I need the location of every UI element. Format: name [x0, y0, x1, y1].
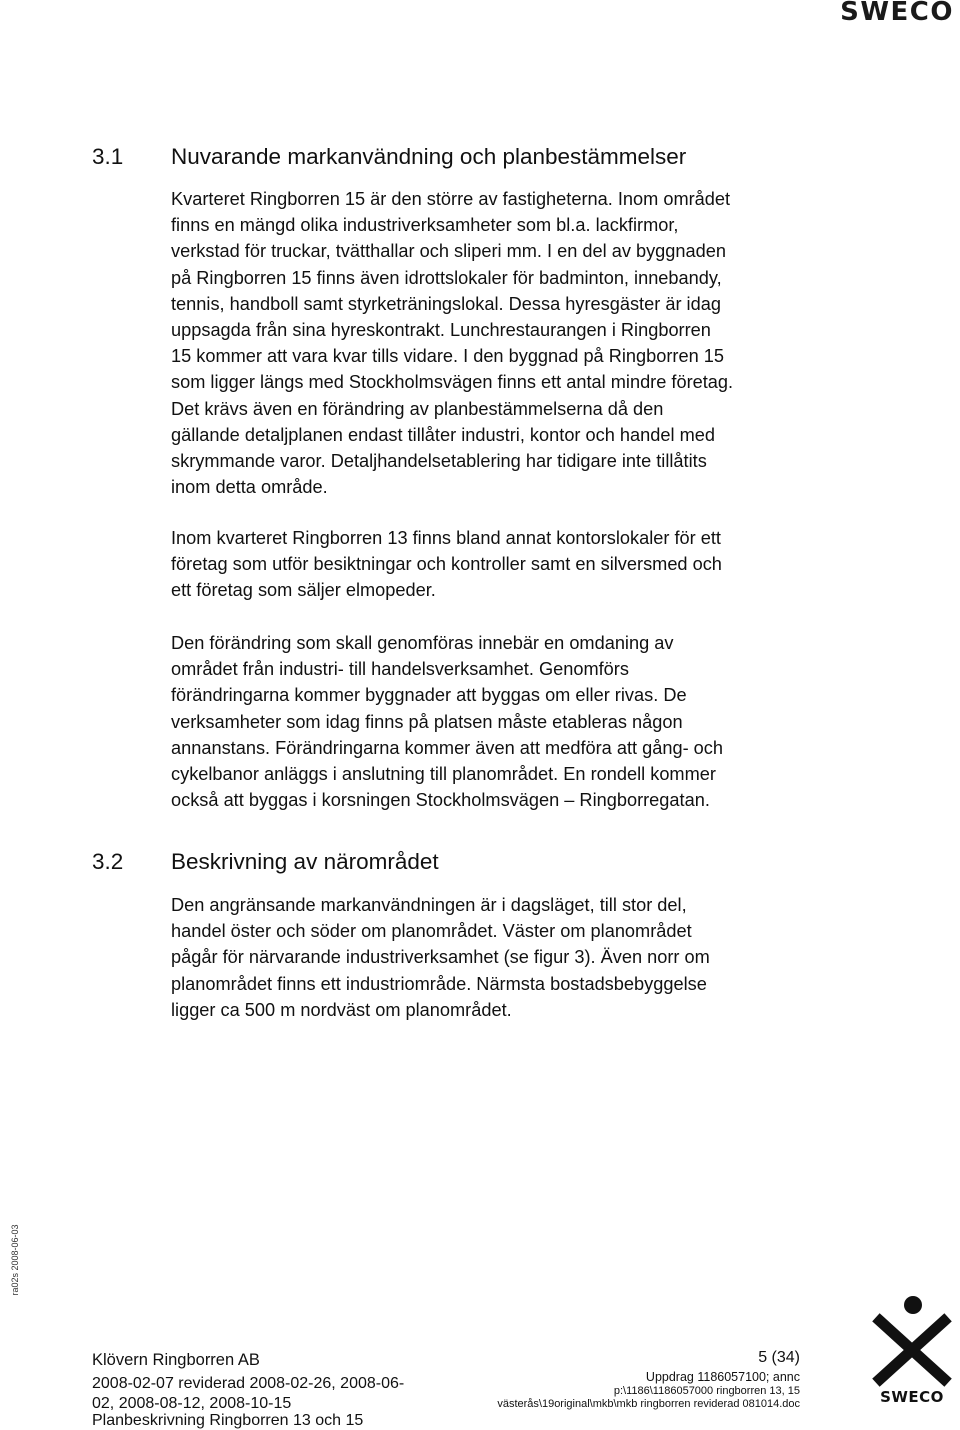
section-title: Nuvarande markanvändning och planbestämmelser: [171, 144, 687, 169]
sweco-logo-top: SWECO: [840, 0, 954, 27]
text-line: planområdet finns ett industriområde. Närmsta bostadsbebyggelse: [171, 973, 707, 994]
text-line: Det krävs även en förändring av planbestämmelserna då den: [171, 398, 664, 419]
text-line: ett företag som säljer elmopeder.: [171, 580, 436, 601]
text-line: inom detta område.: [171, 477, 328, 498]
text-line: verksamheter som idag finns på platsen måste etableras någon: [171, 711, 683, 732]
page-number: 5 (34): [758, 1349, 800, 1366]
text-line: cykelbanor anläggs i anslutning till planområdet. En rondell kommer: [171, 764, 716, 785]
paragraph-1: [171, 186, 811, 500]
footer-file-path: västerås\19original\mkb\mkb ringborren reviderad 081014.doc: [497, 1398, 800, 1410]
text-line: uppsagda från sina hyreskontrakt. Lunchrestaurangen i Ringborren: [171, 320, 711, 341]
footer-dates-line: 2008-02-07 reviderad 2008-02-26, 2008-06-: [92, 1375, 405, 1392]
text-line: Den förändring som skall genomföras innebär en omdaning av: [171, 633, 674, 653]
section-heading-3-2: [92, 849, 439, 875]
text-line: förändringarna kommer byggnader att byggas om eller rivas. De: [171, 685, 687, 706]
text-line: tennis, handboll samt styrketräningslokal. Dessa hyresgäster är idag: [171, 293, 721, 314]
text-line: verkstad för truckar, tvätthallar och sliperi mm. I en del av byggnaden: [171, 241, 726, 262]
text-line: också att byggas i korsningen Stockholmsvägen – Ringborregatan.: [171, 790, 710, 811]
footer-clipped-line: Planbeskrivning Ringborren 13 och 15: [92, 1412, 364, 1429]
template-code: ra02s 2008-06-03: [10, 1224, 20, 1296]
paragraph-4: [171, 892, 811, 1023]
text-line: företag som utför besiktningar och kontroller samt en silversmed och: [171, 554, 722, 575]
paragraph-3: [171, 630, 811, 813]
text-line: gällande detaljplanen endast tillåter industri, kontor och handel med: [171, 424, 715, 445]
footer-uppdrag: Uppdrag 1186057100; annc: [645, 1370, 800, 1384]
text-line: annanstans. Förändringarna kommer även att medföra att gång- och: [171, 737, 724, 758]
text-line: på Ringborren 15 finns även idrottslokaler för badminton, innebandy,: [171, 267, 722, 288]
paragraph-2: [171, 525, 811, 604]
text-line: ligger ca 500 m nordväst om planområdet.: [171, 999, 512, 1020]
section-number: 3.2: [92, 849, 124, 874]
section-number: 3.1: [92, 144, 124, 169]
footer-company: Klövern Ringborren AB: [92, 1351, 260, 1369]
text-line: handel öster och söder om planområdet. Väster om planområdet: [171, 921, 692, 942]
footer-dates-line: 02, 2008-08-12, 2008-10-15: [92, 1395, 292, 1412]
text-line: området från industri- till handelsverksamhet. Genomförs: [171, 659, 629, 680]
sweco-logo-bottom-text: SWECO: [880, 1388, 944, 1406]
text-line: Inom kvarteret Ringborren 13 finns bland annat kontorslokaler för ett: [171, 528, 721, 548]
text-line: finns en mängd olika industriverksamheter som bl.a. lackfirmor,: [171, 215, 679, 236]
section-title: Beskrivning av närområdet: [171, 849, 439, 874]
footer-file-path: p:\1186\1186057000 ringborren 13, 15: [613, 1385, 800, 1397]
footer-dates: [92, 1374, 432, 1414]
text-line: skrymmande varor. Detaljhandelsetablering har tidigare inte tillåtits: [171, 451, 707, 472]
text-line: 15 kommer att vara kvar tills vidare. I den byggnad på Ringborren 15: [171, 346, 724, 367]
text-line: Kvarteret Ringborren 15 är den större av fastigheterna. Inom området: [171, 189, 731, 209]
text-line: som ligger längs med Stockholmsvägen finns ett antal mindre företag.: [171, 372, 734, 393]
text-line: pågår för närvarande industriverksamhet (se figur 3). Även norr om: [171, 947, 710, 968]
text-line: Den angränsande markanvändningen är i dagsläget, till stor del,: [171, 895, 687, 915]
section-heading-3-1: [92, 144, 686, 170]
